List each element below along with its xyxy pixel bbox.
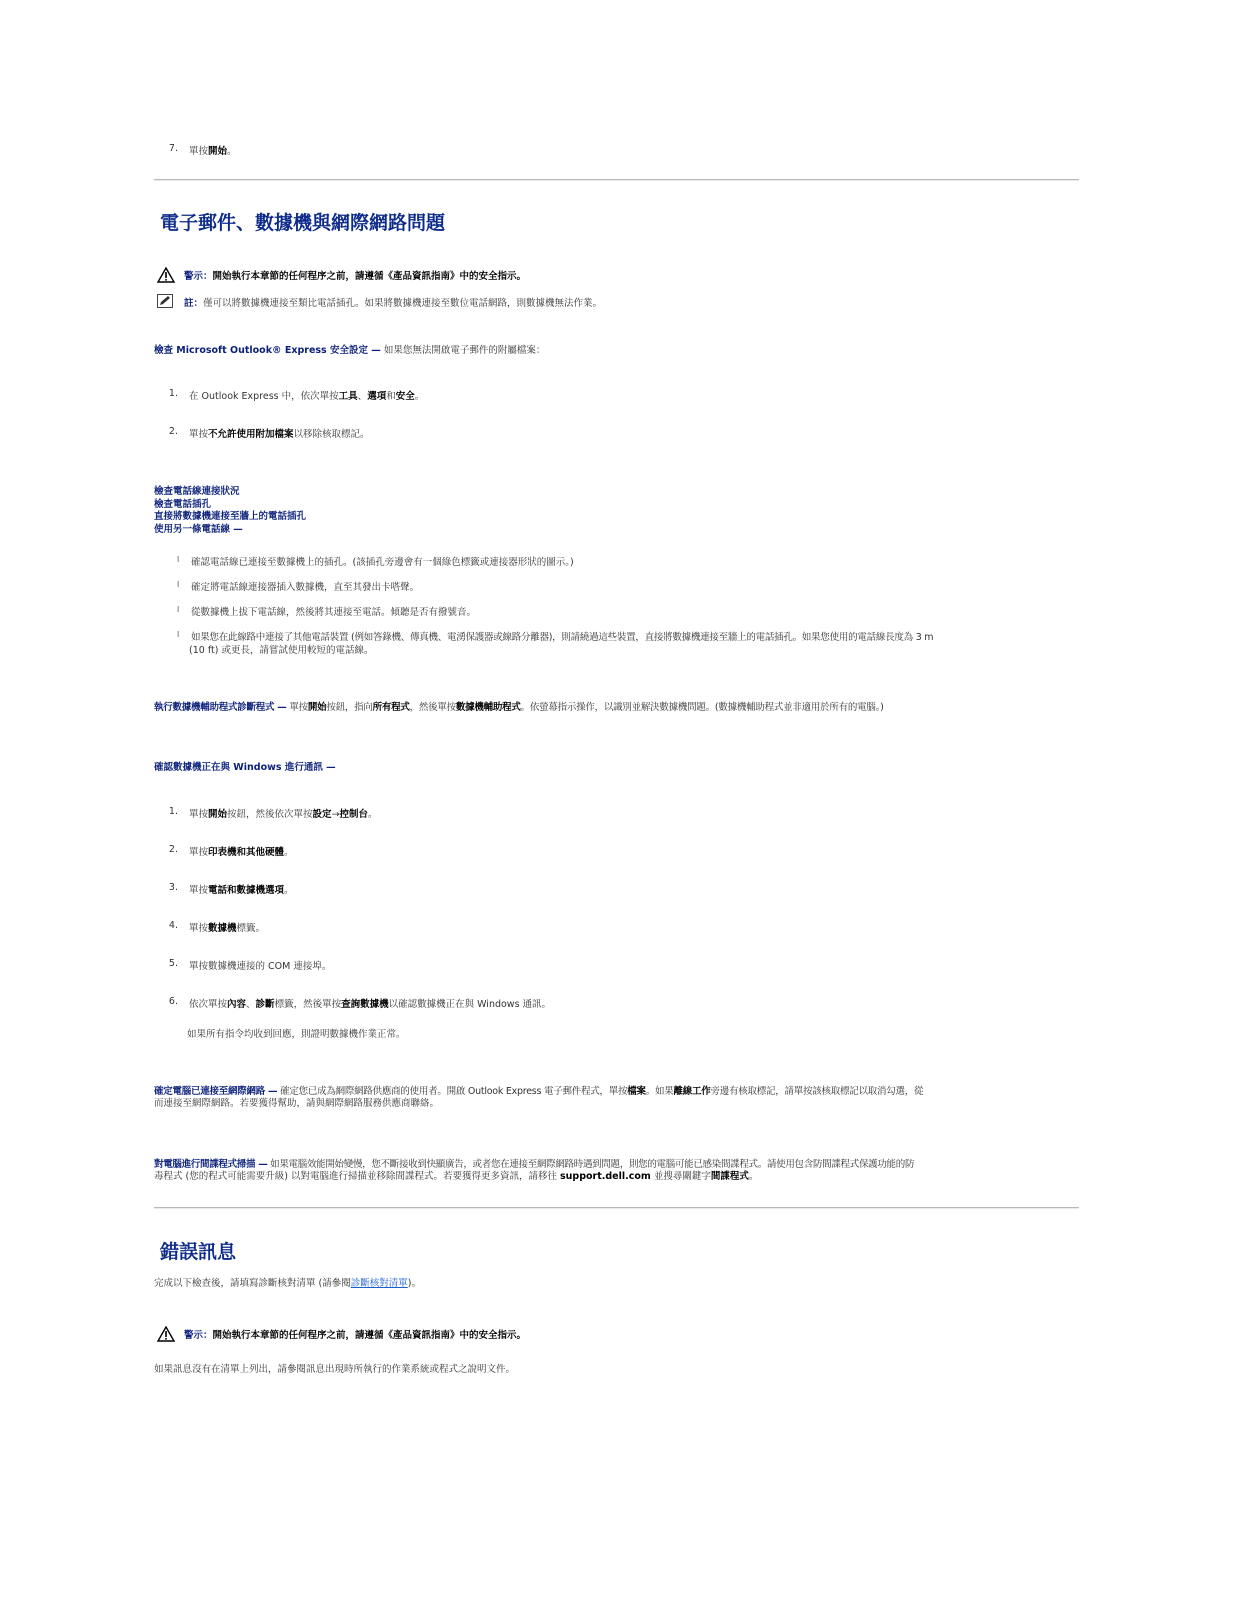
bold-term: 不允許使用附加檔案 [208, 429, 294, 440]
outlook-security-paragraph: 檢查 Microsoft Outlook® Express 安全設定 — 如果您無法開啟電子郵件的附屬檔案： [154, 345, 546, 356]
bullet-marker: l [177, 605, 180, 614]
step-number: 7. [168, 143, 178, 154]
lead-line: 檢查電話插孔 [154, 498, 212, 510]
bold-term: 數據機 [208, 923, 237, 934]
windows-step-6 [189, 996, 551, 1010]
bold-term: 控制台 [339, 809, 369, 820]
note-pencil-icon [157, 294, 173, 308]
bold-term: 開始 [208, 809, 228, 820]
section-title-email-modem: 電子郵件、數據機與網際網路問題 [160, 212, 446, 234]
step-number: 4. [168, 920, 178, 931]
bullet-item-continuation: (10 ft) 或更長，請嘗試使用較短的電話線。 [189, 645, 374, 656]
diagnostics-checklist-link[interactable]: 診斷核對清單 [350, 1278, 408, 1289]
text-run: 如果電腦效能開始變慢，您不斷接收到快顯廣告，或者您在連接至網際網路時遇到問題，則您的電腦可能已感染間諜程式。請使用包含防間諜程式保護功能的防 [267, 1159, 915, 1170]
paragraph-line: 而連接至網際網路。若要獲得幫助，請與網際網路服務供應商聯絡。 [154, 1098, 440, 1109]
bold-term: 開始 [307, 702, 327, 713]
bold-term: 所有程式 [372, 702, 410, 713]
windows-step-5 [189, 958, 331, 972]
bullet-marker: l [177, 555, 180, 564]
spyware-scan-paragraph [154, 1159, 1079, 1183]
warning-triangle-icon [157, 1326, 175, 1342]
text-run: 依次單按 [189, 999, 228, 1010]
windows-step-2 [189, 844, 294, 858]
bold-term: support.dell.com [559, 1171, 651, 1182]
text-run: 以移除核取標記。 [293, 429, 370, 440]
text-run: 按鈕，然後依次單按 [227, 809, 313, 820]
text-run: 。 [368, 809, 378, 820]
lead-line: 使用另一條電話線 — [154, 523, 243, 535]
bold-term: 電話和數據機選項 [208, 885, 285, 896]
paragraph-line [154, 1171, 1079, 1183]
lead-line: 直接將數據機連接至牆上的電話插孔 [154, 511, 307, 522]
error-intro-paragraph: 完成以下檢查後，請填寫診斷核對清單 (請參閱診斷核對清單)。 [154, 1278, 421, 1289]
bullet-marker: l [177, 630, 180, 639]
text-run: 。 [748, 1171, 759, 1182]
text-run: 單按 [189, 429, 209, 440]
lead-label: 對電腦進行間諜程式掃描 — [154, 1159, 268, 1170]
text-run: 毒程式 (您的程式可能需要升級) 以對電腦進行掃描並移除間諜程式。若要獲得更多資訊，請移往 [154, 1171, 560, 1182]
modem-helper-paragraph [154, 702, 884, 714]
text-run: 單按 [189, 885, 209, 896]
windows-step-1 [189, 806, 378, 820]
paragraph-line [154, 1159, 1079, 1171]
paragraph-line [154, 1086, 1079, 1098]
warning-message: 警示：開始執行本章節的任何程序之前，請遵循《產品資訊指南》中的安全指示。 [184, 271, 527, 282]
warning-triangle-icon [157, 267, 175, 283]
bold-term: 工具 [338, 391, 358, 402]
windows-communication-heading: 確認數據機正在與 Windows 進行通訊 — [154, 762, 336, 773]
divider [154, 179, 1079, 181]
text-run: 旁邊有核取標記，請單按該核取標記以取消勾選，從 [710, 1086, 924, 1097]
windows-result-text: 如果所有指令均收到回應，則證明數據機作業正常。 [187, 1029, 406, 1040]
bold-term: 離線工作 [673, 1086, 711, 1097]
warning-message: 警示：開始執行本章節的任何程序之前，請遵循《產品資訊指南》中的安全指示。 [184, 1330, 527, 1341]
lead-label: 確定電腦已連接至網際網路 — [154, 1086, 278, 1097]
bold-term: 查詢數據機 [341, 999, 389, 1010]
step-number: 5. [168, 958, 178, 969]
step-number: 3. [168, 882, 178, 893]
bold-term: 檔案 [627, 1086, 646, 1097]
text-run: 單按 [286, 702, 308, 713]
text-run: 以確認數據機正在與 Windows 通訊。 [388, 999, 552, 1010]
text-run: 。 [284, 847, 294, 858]
windows-step-3 [189, 882, 294, 896]
text-run: 、 [357, 391, 368, 402]
text-run: 確定您已成為網際網路供應商的使用者。開啟 Outlook Express 電子郵件程式，單按 [277, 1086, 628, 1097]
bold-term: 內容 [227, 999, 247, 1010]
text-run: 按鈕，指向 [326, 702, 373, 713]
bullet-marker: l [177, 580, 180, 589]
outlook-step-2 [189, 426, 370, 440]
bullet-item: 確定將電話線連接器插入數據機，直至其發出卡嗒聲。 [191, 582, 420, 593]
text-run: 。依螢幕指示操作，以識別並解決數據機問題。(數據機輔助程式並非適用於所有的電腦。) [520, 702, 884, 713]
text-run: 在 Outlook Express 中，依次單按 [189, 391, 339, 402]
text-run: 單按數據機連接的 COM 連接埠。 [189, 961, 332, 972]
bold-term: 選項 [367, 391, 387, 402]
step-number: 1. [168, 806, 178, 817]
bold-term: 診斷 [255, 999, 275, 1010]
bold-term: 印表機和其他硬體 [208, 847, 285, 858]
divider [154, 1207, 1079, 1209]
text-run: 單按 [189, 847, 209, 858]
windows-step-4 [189, 920, 265, 934]
lead-label: 執行數據機輔助程式診斷程式 — [154, 702, 287, 713]
bold-term: 間諜程式 [710, 1171, 749, 1182]
internet-connection-paragraph [154, 1086, 1079, 1110]
text-run: 。如果 [645, 1086, 674, 1097]
text-run: 並搜尋關鍵字 [650, 1171, 711, 1182]
note-message: 註：僅可以將數據機連接至類比電話插孔。如果將數據機連接至數位電話網路，則數據機無法作業。 [184, 298, 603, 309]
step-number: 6. [168, 996, 178, 1007]
text-run: 單按 [189, 809, 209, 820]
text-run: 。 [414, 391, 425, 402]
text-run: 標籤，然後單按 [274, 999, 342, 1010]
bullet-item: 如果您在此線路中連接了其他電話裝置 (例如答錄機、傳真機、電湧保護器或線路分離器)，則請繞過這些裝置，直接將數據機連接至牆上的電話插孔。如果您使用的電話線長度為 3 m [191, 632, 934, 643]
bold-term: 安全 [395, 391, 415, 402]
lead-line: 檢查電話線連接狀況 [154, 486, 240, 497]
text-run: 。 [284, 885, 294, 896]
step-number: 1. [168, 388, 178, 399]
step-number: 2. [168, 426, 178, 437]
error-footer-paragraph: 如果訊息沒有在清單上列出，請參閱訊息出現時所執行的作業系統或程式之說明文件。 [154, 1364, 516, 1375]
bullet-item: 確認電話線已連接至數據機上的插孔。(該插孔旁邊會有一個綠色標籤或連接器形狀的圖示。) [191, 557, 574, 568]
bullet-item: 從數據機上拔下電話線，然後將其連接至電話。傾聽是否有撥號音。 [191, 607, 477, 618]
phone-line-headings [154, 486, 306, 536]
text-run: 、 [246, 999, 256, 1010]
bold-term: 設定 [312, 809, 332, 820]
step-number: 2. [168, 844, 178, 855]
step-text: 單按開始。 [189, 146, 237, 157]
text-run: → [331, 809, 340, 820]
outlook-step-1 [189, 388, 424, 402]
section-title-error-messages: 錯誤訊息 [160, 1241, 237, 1263]
bold-term: 數據機輔助程式 [455, 702, 521, 713]
text-run: ，然後單按 [409, 702, 456, 713]
text-run: 和 [386, 391, 396, 402]
text-run: 單按 [189, 923, 209, 934]
text-run: 標籤。 [236, 923, 266, 934]
